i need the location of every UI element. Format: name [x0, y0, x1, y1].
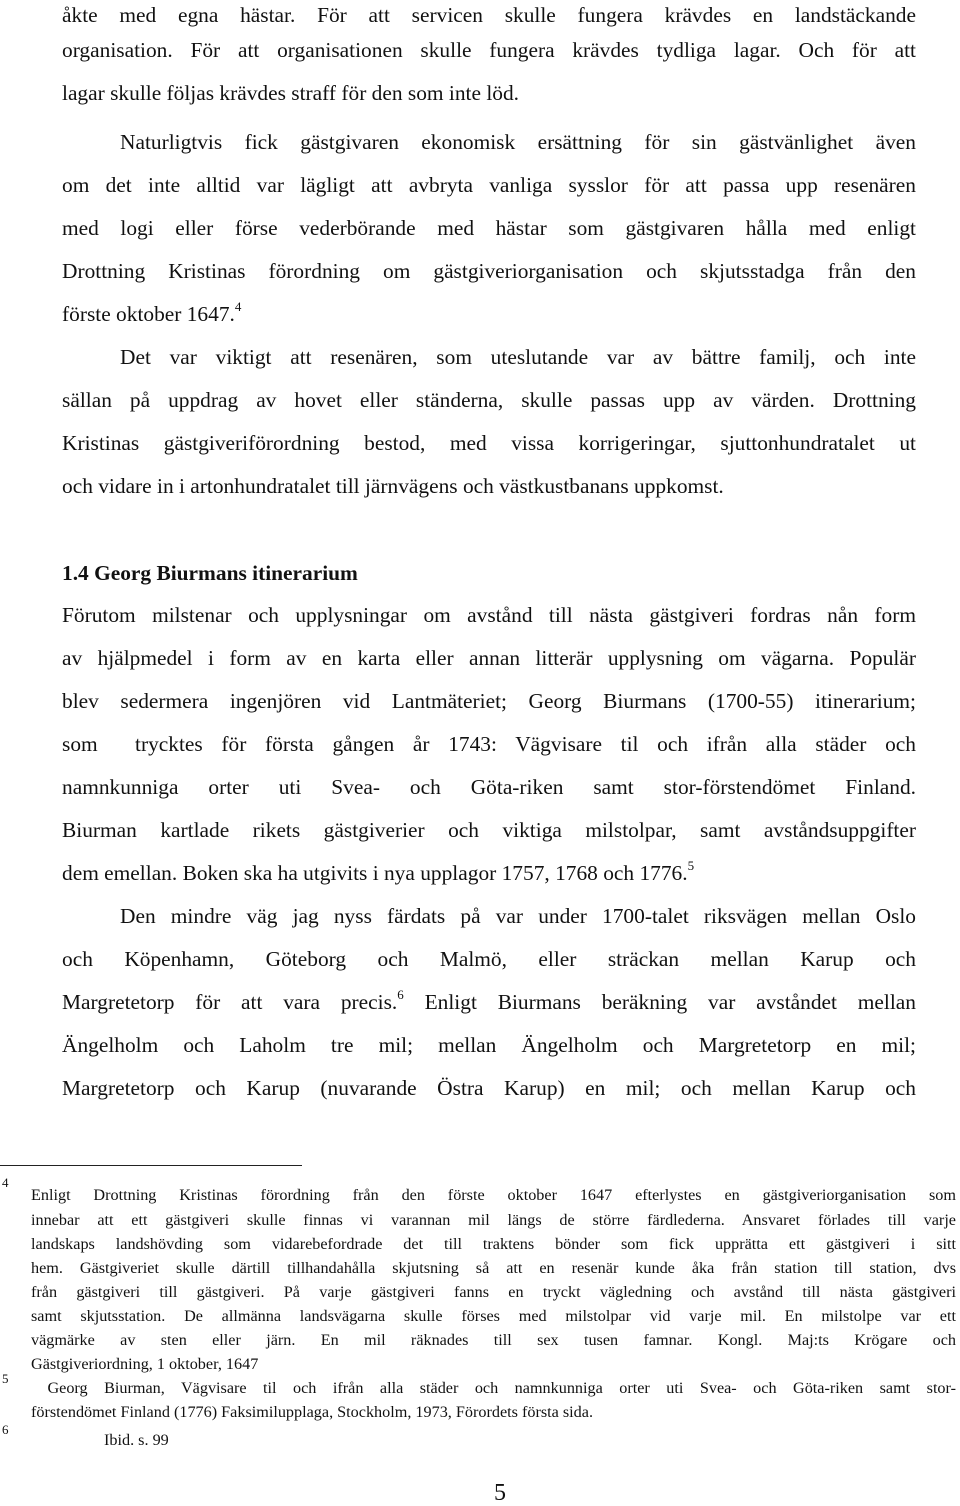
footnote-line: från gästgiveri till gästgiveri. På varje gästgiveri fanns en tryckt vägledning och avstånd till nästa gästgiveri	[31, 1283, 956, 1301]
body-line: blev sedermera ingenjören vid Lantmäteriet; Georg Biurmans (1700-55) itinerarium;	[62, 689, 916, 713]
body-line: Ängelholm och Laholm tre mil; mellan Ängelholm och Margretetorp en mil;	[62, 1033, 916, 1057]
footnote-line: förstendömet Finland (1776) Faksimilupplaga, Stockholm, 1973, Förordets första sida.	[31, 1403, 594, 1421]
body-line: Det var viktigt att resenären, som uteslutande var av bättre familj, och inte	[120, 345, 916, 369]
footnote-line: landskaps landshövding som vidarebefordrade det till traktens bönder som fick upprätta ett gästgiveri i sitt	[31, 1235, 956, 1253]
body-line: och vidare in i artonhundratalet till järnvägens och västkustbanans uppkomst.	[62, 474, 724, 498]
body-line: Kristinas gästgiveriförordning bestod, med vissa korrigeringar, sjuttonhundratalet ut	[62, 431, 916, 455]
body-line	[62, 987, 916, 1017]
page-number: 5	[494, 1480, 506, 1506]
body-line: sällan på uppdrag av hovet eller ständerna, skulle passas upp av värden. Drottning	[62, 388, 916, 412]
footnote-marker: 5	[2, 1371, 9, 1386]
footnote-marker: 6	[2, 1422, 9, 1437]
section-heading: 1.4 Georg Biurmans itinerarium	[62, 561, 358, 585]
footnote-line: samt skjutsstation. De allmänna landsvägarna skulle förses med milstolpar vid varje mil. En milstolpe var ett	[31, 1307, 956, 1325]
footnote-line: vägmärke av sten eller järn. En mil räknades till sex tusen famnar. Kongl. Maj:ts Krögare och	[31, 1331, 956, 1349]
body-line: namnkunniga orter uti Svea- och Göta-riken samt stor-förstendömet Finland.	[62, 775, 916, 799]
footnote-line: Enligt Drottning Kristinas förordning från den förste oktober 1647 efterlystes en gästgiveriorganisation som	[31, 1186, 956, 1204]
footnote-ref[interactable]: 6	[397, 987, 404, 1002]
body-line: Biurman kartlade rikets gästgiverier och viktiga milstolpar, samt avståndsuppgifter	[62, 818, 916, 842]
body-text: dem emellan. Boken ska ha utgivits i nya upplagor 1757, 1768 och 1776.	[62, 861, 688, 885]
body-line: lagar skulle följas krävdes straff för den som inte löd.	[62, 81, 520, 105]
footnote-ref[interactable]: 5	[687, 858, 695, 873]
body-line: Drottning Kristinas förordning om gästgiveriorganisation och skjutsstadga från den	[62, 259, 916, 283]
footnote-line: innebar att ett gästgiveri skulle finnas vi varannan mil längs de större färdlederna. Ansvaret förlades till varje	[31, 1211, 956, 1229]
body-text: Margretetorp för att vara precis.	[62, 990, 398, 1014]
body-line: Margretetorp och Karup (nuvarande Östra Karup) en mil; och mellan Karup och	[62, 1076, 916, 1100]
footnote-line: Georg Biurman, Vägvisare til och ifrån alla städer och namnkunniga orter uti Svea- och Göta-riken samt stor-	[31, 1379, 956, 1397]
body-text: förste oktober 1647.	[62, 302, 235, 326]
body-text: Enligt Biurmans beräkning var avståndet mellan	[403, 990, 916, 1014]
body-line: Naturligtvis fick gästgivaren ekonomisk ersättning för sin gästvänlighet även	[120, 130, 916, 154]
footnote-line: Ibid. s. 99	[104, 1431, 169, 1449]
body-line: åkte med egna hästar. För att servicen skulle fungera krävdes en landstäckande	[62, 3, 916, 27]
footnote-ref[interactable]: 4	[234, 299, 242, 314]
body-line: Den mindre väg jag nyss färdats på var under 1700-talet riksvägen mellan Oslo	[120, 904, 916, 928]
footnote-separator	[0, 1165, 302, 1166]
body-line: av hjälpmedel i form av en karta eller annan litterär upplysning om vägarna. Populär	[62, 646, 916, 670]
body-line: organisation. För att organisationen skulle fungera krävdes tydliga lagar. Och för att	[62, 38, 916, 62]
body-line: om det inte alltid var lägligt att avbryta vanliga sysslor för att passa upp resenären	[62, 173, 916, 197]
body-line	[62, 299, 916, 329]
body-line: Förutom milstenar och upplysningar om avstånd till nästa gästgiveri fordras nån form	[62, 603, 916, 627]
footnote-line: Gästgiveriordning, 1 oktober, 1647	[31, 1355, 259, 1373]
body-line: som trycktes för första gången år 1743: Vägvisare til och ifrån alla städer och	[62, 732, 916, 756]
body-line	[62, 858, 916, 888]
body-line: med logi eller förse vederbörande med hästar som gästgivaren hålla med enligt	[62, 216, 916, 240]
footnote-marker: 4	[2, 1175, 9, 1190]
body-line: och Köpenhamn, Göteborg och Malmö, eller sträckan mellan Karup och	[62, 947, 916, 971]
footnote-line: hem. Gästgiveriet skulle därtill tillhandahålla skjutsning så att en resenär kunde åka från station till station, dvs	[31, 1259, 956, 1277]
